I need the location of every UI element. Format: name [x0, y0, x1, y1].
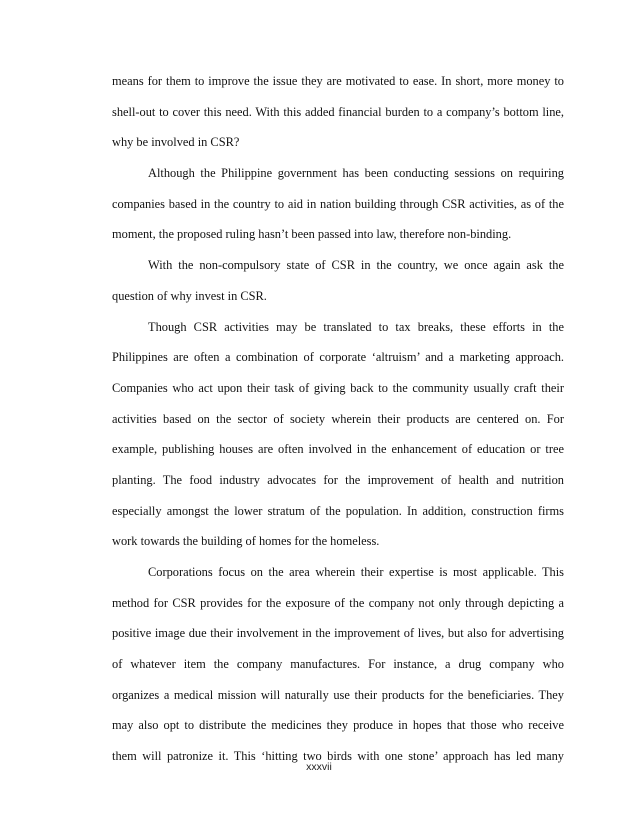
- text-line: them will patronize it. This ‘hitting two birds with one stone’ approach has led many: [112, 749, 564, 764]
- text-line: moment, the proposed ruling hasn’t been passed into law, therefore non-binding.: [112, 227, 512, 242]
- text-line: question of why invest in CSR.: [112, 288, 267, 303]
- text-line: of whatever item the company manufactures. For instance, a drug company who: [112, 657, 564, 672]
- body-text: [112, 66, 564, 772]
- page-number: xxxvii: [306, 761, 332, 773]
- text-line: why be involved in CSR?: [112, 135, 240, 150]
- text-line: Philippines are often a combination of corporate ‘altruism’ and a marketing approach.: [112, 350, 564, 365]
- text-line: companies based in the country to aid in nation building through CSR activities, as of the: [112, 196, 564, 211]
- text-line: planting. The food industry advocates for the improvement of health and nutrition: [112, 472, 564, 487]
- text-line: especially amongst the lower stratum of the population. In addition, construction firms: [112, 503, 564, 518]
- text-line: With the non-compulsory state of CSR in the country, we once again ask the: [148, 258, 564, 273]
- text-line: method for CSR provides for the exposure of the company not only through depicting a: [112, 595, 564, 610]
- text-line: activities based on the sector of society wherein their products are centered on. For: [112, 411, 564, 426]
- text-line: Companies who act upon their task of giving back to the community usually craft their: [112, 380, 564, 395]
- text-line: Although the Philippine government has been conducting sessions on requiring: [148, 166, 564, 181]
- text-line: may also opt to distribute the medicines they produce in hopes that those who receive: [112, 718, 564, 733]
- text-line: positive image due their involvement in the improvement of lives, but also for advertising: [112, 626, 564, 641]
- text-line: example, publishing houses are often involved in the enhancement of education or tree: [112, 442, 564, 457]
- text-line: Though CSR activities may be translated to tax breaks, these efforts in the: [148, 319, 564, 334]
- text-line: shell-out to cover this need. With this added financial burden to a company’s bottom line,: [112, 104, 564, 119]
- text-line: Corporations focus on the area wherein their expertise is most applicable. This: [148, 565, 564, 579]
- text-line: organizes a medical mission will naturally use their products for the beneficiaries. They: [112, 687, 564, 702]
- text-line: means for them to improve the issue they are motivated to ease. In short, more money to: [112, 74, 564, 88]
- text-line: work towards the building of homes for the homeless.: [112, 534, 380, 549]
